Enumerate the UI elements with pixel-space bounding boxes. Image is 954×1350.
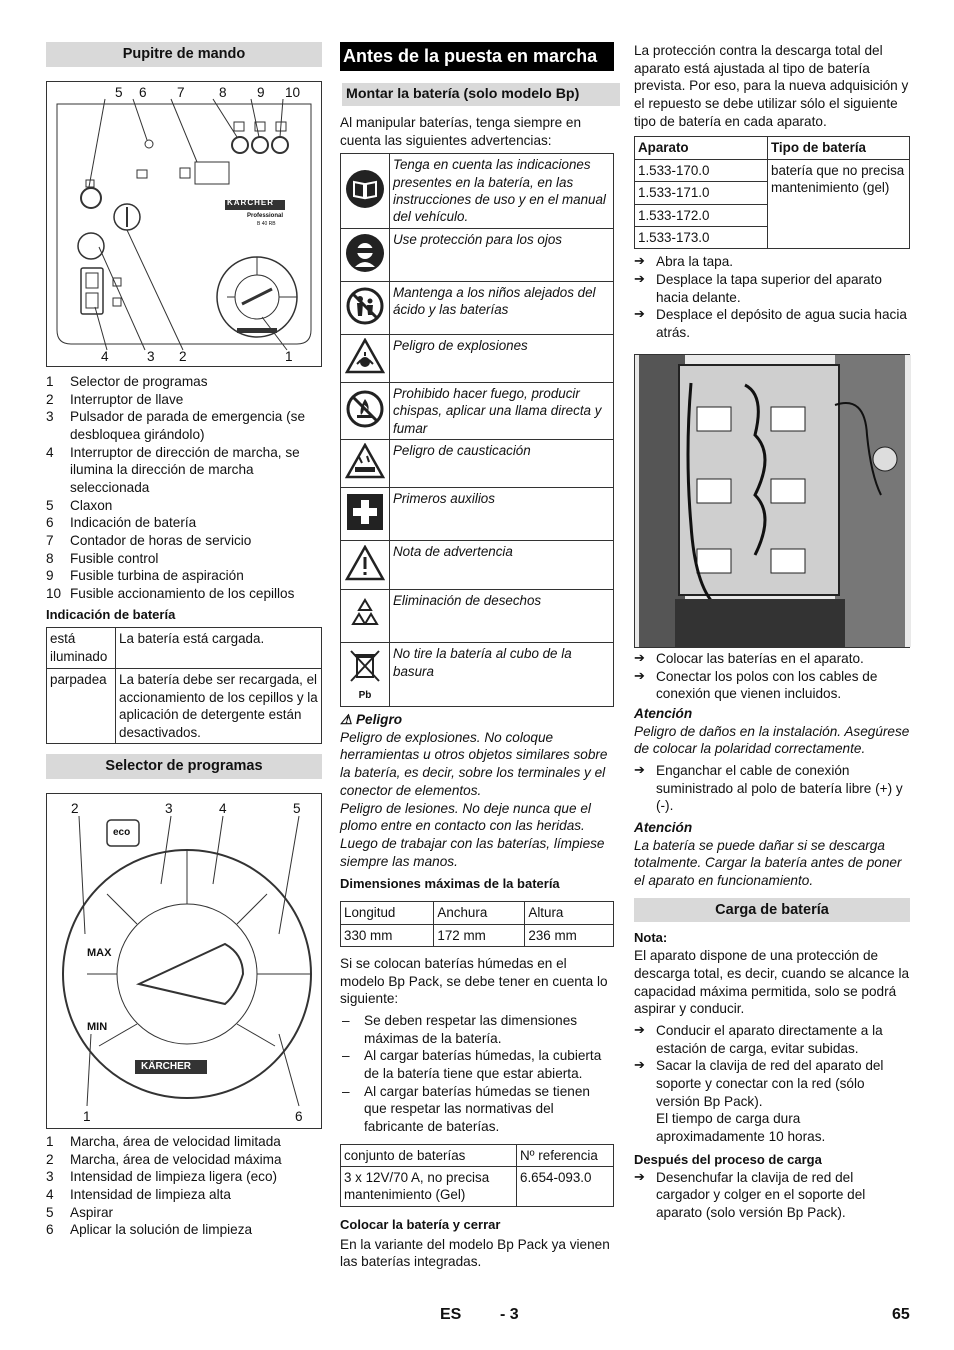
battery-type-table xyxy=(634,136,910,249)
list-item: ➔ Desplace la tapa superior del aparato hacia delante. xyxy=(634,271,882,305)
table-header: Tipo de batería xyxy=(768,137,910,159)
table-row xyxy=(341,541,614,590)
steps-2 xyxy=(634,650,910,703)
no-children-icon xyxy=(341,281,390,334)
list-item: 1 Marcha, área de velocidad limitada xyxy=(46,1134,281,1149)
table-row xyxy=(341,1144,614,1166)
eco-label: eco xyxy=(113,827,131,838)
steps-3 xyxy=(634,762,910,815)
table-header: Altura xyxy=(525,902,614,924)
control-panel-figure xyxy=(46,81,322,367)
list-item: 5 Claxon xyxy=(46,497,113,513)
table-row xyxy=(341,228,614,281)
pupitre-list xyxy=(46,373,322,603)
atencion-1-label: Atención xyxy=(634,705,693,721)
first-aid-icon xyxy=(341,488,390,541)
callout: 8 xyxy=(219,84,227,100)
program-selector-figure xyxy=(46,793,322,1129)
warning-text: Peligro de explosiones xyxy=(390,334,614,382)
footer-page-number: 65 xyxy=(892,1306,910,1323)
table-row xyxy=(341,1167,614,1207)
callout: 3 xyxy=(147,348,155,364)
table-cell: 172 mm xyxy=(434,924,525,946)
recycle-icon xyxy=(341,590,390,643)
table-cell: 1.533-171.0 xyxy=(635,182,768,204)
explosion-icon xyxy=(341,334,390,382)
warnings-table xyxy=(340,153,614,707)
arrow-icon: ➔ xyxy=(634,1021,645,1037)
list-item: 4 Intensidad de limpieza alta xyxy=(46,1187,231,1203)
fig2-callouts-bottom xyxy=(47,1108,321,1124)
table-cell: La batería debe ser recargada, el accionamiento de los cepillos y la aplicación de detergente están desactivados. xyxy=(116,669,322,744)
table-row xyxy=(341,590,614,643)
intro-text: Al manipular baterías, tenga siempre en cuenta las siguientes advertencias: xyxy=(340,114,582,148)
list-item: 5 Aspirar xyxy=(46,1204,114,1220)
nota-label: Nota: xyxy=(634,930,668,946)
list-item: ➔ Enganchar el cable de conexión suministrado al polo de batería libre (+) y (-). xyxy=(634,761,903,814)
table-row xyxy=(47,628,322,669)
table-header: conjunto de baterías xyxy=(341,1144,517,1166)
fig2-brand: KÄRCHER xyxy=(141,1061,191,1072)
warning-text: No tire la batería al cubo de la basura xyxy=(390,643,614,707)
peligro-block xyxy=(340,711,614,870)
table-cell: parpadea xyxy=(47,669,116,744)
list-item: 6 Indicación de batería xyxy=(46,515,197,531)
callout: 1 xyxy=(83,1109,91,1124)
dimensions-table xyxy=(340,901,614,947)
section-title-selector: Selector de programas xyxy=(46,754,322,779)
arrow-icon: ➔ xyxy=(634,1168,645,1184)
callout: 4 xyxy=(219,801,227,816)
table-cell: 1.533-172.0 xyxy=(635,204,768,226)
table-header: Longitud xyxy=(341,902,434,924)
callout: 9 xyxy=(257,84,265,100)
despues-title: Después del proceso de carga xyxy=(634,1151,822,1167)
list-item: 1 Selector de programas xyxy=(46,373,208,389)
list-item: ➔ Colocar las baterías en el aparato. xyxy=(634,649,864,666)
table-row xyxy=(341,154,614,229)
fig1-model-sub: B 40 RB xyxy=(257,220,276,227)
table-row xyxy=(341,334,614,382)
warning-text: Peligro de causticación xyxy=(390,440,614,488)
list-item: – Se deben respetar las dimensiones máximas de la batería. xyxy=(342,1012,578,1046)
steps-5 xyxy=(634,1169,910,1222)
table-cell: está iluminado xyxy=(47,628,116,669)
table-cell: 6.654-093.0 xyxy=(517,1167,614,1207)
section-title-carga: Carga de batería xyxy=(634,898,910,923)
table-row xyxy=(341,440,614,488)
table-row xyxy=(47,669,322,744)
table-row xyxy=(341,382,614,439)
footer-lang: ES xyxy=(440,1306,462,1323)
list-item: 2 Marcha, área de velocidad máxima xyxy=(46,1151,282,1167)
table-row xyxy=(635,159,910,181)
max-label: MAX xyxy=(87,947,112,959)
warning-text: Mantenga a los niños alejados del ácido y las baterías xyxy=(390,281,614,334)
warning-text: Tenga en cuenta las indicaciones presentes en la batería, en las instrucciones de uso y en el manual del vehículo. xyxy=(390,154,614,229)
callout: 6 xyxy=(295,1109,303,1124)
subsection-title-montar: Montar la batería (solo modelo Bp) xyxy=(342,83,620,105)
atencion-2-text: La batería se puede dañar si se descarga totalmente. Cargar la batería antes de poner el aparato en funcionamiento. xyxy=(634,837,902,888)
list-item: 10 Fusible accionamiento de los cepillos xyxy=(46,585,295,601)
steps-4 xyxy=(634,1022,910,1110)
fig1-callouts-top xyxy=(47,84,321,100)
list-item: ➔ Desenchufar la clavija de red del cargador y colger en el soporte del aparato (solo versión Bp Pack). xyxy=(634,1168,866,1220)
table-row xyxy=(341,902,614,924)
humedas-intro: Si se colocan baterías húmedas en el modelo Bp Pack, se debe tener en cuenta lo siguiente: xyxy=(340,955,608,1007)
colocar-title: Colocar la batería y cerrar xyxy=(340,1216,501,1232)
arrow-icon: ➔ xyxy=(634,271,645,287)
peligro-text-2: Peligro de lesiones. No deje nunca que el plomo entre en contacto con las heridas. Luego de trabajar con las baterías, límpiese siempre las manos. xyxy=(340,800,605,869)
arrow-icon: ➔ xyxy=(634,306,645,322)
arrow-icon: ➔ xyxy=(634,761,645,777)
table-cell: 3 x 12V/70 A, no precisa mantenimiento (Gel) xyxy=(341,1167,517,1207)
table-row xyxy=(341,643,614,707)
section-title-puesta-en-marcha: Antes de la puesta en marcha xyxy=(340,42,614,71)
atencion-2-label: Atención xyxy=(634,819,693,835)
danger-icon: ⚠ xyxy=(340,712,356,728)
list-item: 8 Fusible control xyxy=(46,550,159,566)
proteccion-text: La protección contra la descarga total del aparato está ajustada al tipo de batería prevista. Por eso, para la nueva adquisición y el repuesto se debe utilizar sólo el siguiente tipo de batería en cada aparato. xyxy=(634,43,909,129)
list-item: – Al cargar baterías húmedas se tienen que respetar las normativas del fabricante de baterías. xyxy=(342,1083,590,1134)
list-item: ➔ Conectar los polos con los cables de conexión que vienen incluidos. xyxy=(634,667,878,702)
battery-installation-photo xyxy=(634,354,910,648)
list-item: 6 Aplicar la solución de limpieza xyxy=(46,1222,253,1238)
control-panel-drawing xyxy=(47,82,321,366)
warning-icon xyxy=(341,541,390,590)
peligro-heading: ⚠ Peligro xyxy=(340,712,403,728)
warning-text: Use protección para los ojos xyxy=(390,228,614,281)
atencion-1-text: Peligro de daños en la instalación. Asegúrese de colocar la polaridad correctamente. xyxy=(634,723,910,757)
warning-text: Primeros auxilios xyxy=(390,488,614,541)
fig2-callouts-top xyxy=(47,800,321,816)
list-item: 2 Interruptor de llave xyxy=(46,391,184,407)
callout: 10 xyxy=(285,84,301,100)
callout: 7 xyxy=(177,84,185,100)
list-item: 3 Pulsador de parada de emergencia (se desbloquea girándolo) xyxy=(46,409,306,442)
column-right xyxy=(634,42,910,1222)
callout: 6 xyxy=(139,84,147,100)
battery-photo-drawing xyxy=(635,355,911,647)
dim-title: Dimensiones máximas de la batería xyxy=(340,876,560,892)
list-item: ➔ Desplace el depósito de agua sucia hacia atrás. xyxy=(634,306,907,341)
table-cell: 1.533-173.0 xyxy=(635,227,768,249)
indicacion-table xyxy=(46,627,322,744)
list-item: 3 Intensidad de limpieza ligera (eco) xyxy=(46,1169,278,1185)
peligro-text-1: Peligro de explosiones. No coloque herramientas u otros objetos similares sobre la batería, es decir, sobre los terminales y el conector de elementos. xyxy=(340,729,608,798)
colocar-text: En la variante del modelo Bp Pack ya vienen las baterías integradas. xyxy=(340,1236,610,1270)
table-row xyxy=(341,488,614,541)
list-item: 9 Fusible turbina de aspiración xyxy=(46,568,244,584)
arrow-icon: ➔ xyxy=(634,649,645,665)
table-row xyxy=(341,281,614,334)
callout: 1 xyxy=(285,348,293,364)
battery-set-table xyxy=(340,1144,614,1207)
list-item: ➔ Sacar la clavija de red del aparato del soporte y conectar con la red (sólo versión Bp Pack). xyxy=(634,1057,884,1109)
table-cell: 1.533-170.0 xyxy=(635,159,768,181)
table-cell: 330 mm xyxy=(341,924,434,946)
callout: 3 xyxy=(165,801,173,816)
no-fire-icon xyxy=(341,382,390,439)
indicacion-title: Indicación de batería xyxy=(46,606,176,622)
section-title-pupitre: Pupitre de mando xyxy=(46,42,322,67)
table-header: Aparato xyxy=(635,137,768,159)
min-label: MIN xyxy=(87,1021,108,1033)
callout: 5 xyxy=(115,84,123,100)
humedas-list xyxy=(340,1012,614,1136)
table-cell: batería que no precisa mantenimiento (gel) xyxy=(768,159,910,249)
fig1-brand: KÄRCHER xyxy=(227,197,274,207)
no-trash-icon xyxy=(341,643,390,707)
program-selector-drawing xyxy=(47,794,321,1128)
selector-list xyxy=(46,1133,322,1239)
table-cell: 236 mm xyxy=(525,924,614,946)
arrow-icon: ➔ xyxy=(634,253,645,269)
table-header: Anchura xyxy=(434,902,525,924)
column-left xyxy=(46,42,322,1239)
arrow-icon: ➔ xyxy=(634,1057,645,1073)
table-row xyxy=(341,924,614,946)
tiempo-text: El tiempo de carga dura aproximadamente 10 horas. xyxy=(656,1111,826,1145)
pb-label: Pb xyxy=(358,690,372,702)
table-header: Nº referencia xyxy=(517,1144,614,1166)
arrow-icon: ➔ xyxy=(634,667,645,683)
list-item: 7 Contador de horas de servicio xyxy=(46,532,252,548)
nota-text: El aparato dispone de una protección de descarga total, es decir, cuando se alcance la capacidad máxima permitida, solo se podrá aspirar y conducir. xyxy=(634,948,910,1017)
callout: 2 xyxy=(71,801,79,816)
list-item: ➔ Conducir el aparato directamente a la estación de carga, evitar subidas. xyxy=(634,1021,883,1056)
list-item: – Al cargar baterías húmedas, la cubierta de la batería tiene que estar abierta. xyxy=(342,1048,602,1081)
table-cell: La batería está cargada. xyxy=(116,628,322,669)
list-item: 4 Interruptor de dirección de marcha, se ilumina la dirección de marcha seleccionada xyxy=(46,444,300,495)
fig1-model: Professional xyxy=(247,212,284,219)
eye-protection-icon xyxy=(341,228,390,281)
callout: 2 xyxy=(179,348,187,364)
list-item: ➔ Abra la tapa. xyxy=(634,253,734,270)
callout: 5 xyxy=(293,801,301,816)
steps-1 xyxy=(634,253,910,341)
table-row xyxy=(635,137,910,159)
book-icon xyxy=(341,154,390,229)
caustic-icon xyxy=(341,440,390,488)
warning-text: Prohibido hacer fuego, producir chispas, aplicar una llama directa y fumar xyxy=(390,382,614,439)
fig1-callouts-bottom xyxy=(47,348,321,364)
callout: 4 xyxy=(101,348,109,364)
footer-page-sub: - 3 xyxy=(500,1306,519,1323)
warning-text: Eliminación de desechos xyxy=(390,590,614,643)
column-middle xyxy=(340,42,614,1275)
warning-text: Nota de advertencia xyxy=(390,541,614,590)
